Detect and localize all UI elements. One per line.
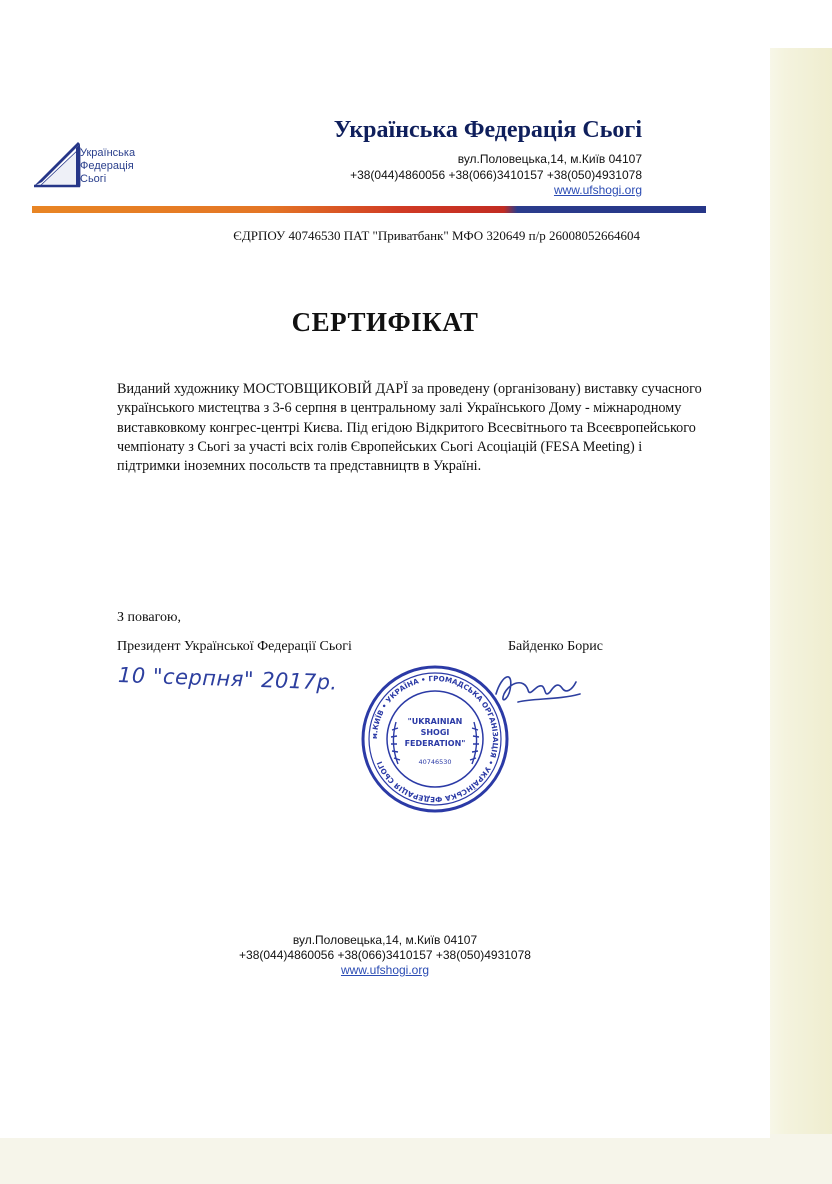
org-title: Українська Федерація Сьогі (333, 117, 642, 143)
svg-text:"UKRAINIAN: "UKRAINIAN (407, 717, 463, 726)
logo-line: Сьогі (80, 173, 107, 185)
footer-address: вул.Половецька,14, м.Київ 04107 (292, 933, 478, 947)
header-website-link[interactable]: www.ufshogi.org (553, 183, 642, 197)
svg-text:40746530: 40746530 (418, 758, 452, 766)
logo-wordmark (80, 147, 160, 186)
handwritten-date: 10 "серпня" 2017р. (117, 663, 339, 695)
certificate-body: Виданий художнику МОСТОВЩИКОВІЙ ДАРЇ за проведену (організовану) виставку сучасного українського мистецтва з 3-6 серпня в центральному залі Українського Дому - міжнародному виставковкому конгрес-центрі Києва. Під егідою Відкритого Всесвітнього та Всеєвропейського чемпіонату з Сьогі за участі всіх голів Європейських Сьогі Асоціацій (FESA Meeting) і підтримки іноземних посольств та представництв в Україні. (117, 381, 702, 475)
footer-website-link[interactable]: www.ufshogi.org (340, 963, 430, 977)
bank-details: ЄДРПОУ 40746530 ПАТ "Приватбанк" МФО 320649 п/р 26008052664604 (233, 228, 640, 243)
signer-name: Байденко Борис (508, 639, 603, 654)
header-phones: +38(044)4860056 +38(066)3410157 +38(050)4931078 (350, 168, 642, 182)
logo-line: Федерація (80, 160, 134, 172)
header-color-stripe (32, 206, 706, 213)
certificate-title: СЕРТИФІКАТ (291, 307, 479, 337)
regards-text: З повагою, (117, 610, 181, 625)
signer-position: Президент Української Федерації Сьогі (117, 639, 352, 654)
svg-text:SHOGI: SHOGI (420, 728, 450, 737)
logo-line: Українська (80, 147, 136, 159)
footer-phones: +38(044)4860056 +38(066)3410157 +38(050)4931078 (239, 948, 531, 962)
svg-text:FEDERATION": FEDERATION" (404, 739, 466, 748)
svg-text:м.КИЇВ • УКРАЇНА • ГРОМАДСЬКА: м.КИЇВ • УКРАЇНА • ГРОМАДСЬКА ОРГАНІЗАЦІЯ • УКРАЇНСЬКА ФЕДЕРАЦІЯ СЬОГІ (369, 673, 501, 805)
handwritten-signature (488, 664, 588, 714)
scan-bottom-margin (0, 1134, 832, 1184)
header-address: вул.Половецька,14, м.Київ 04107 (457, 152, 642, 166)
